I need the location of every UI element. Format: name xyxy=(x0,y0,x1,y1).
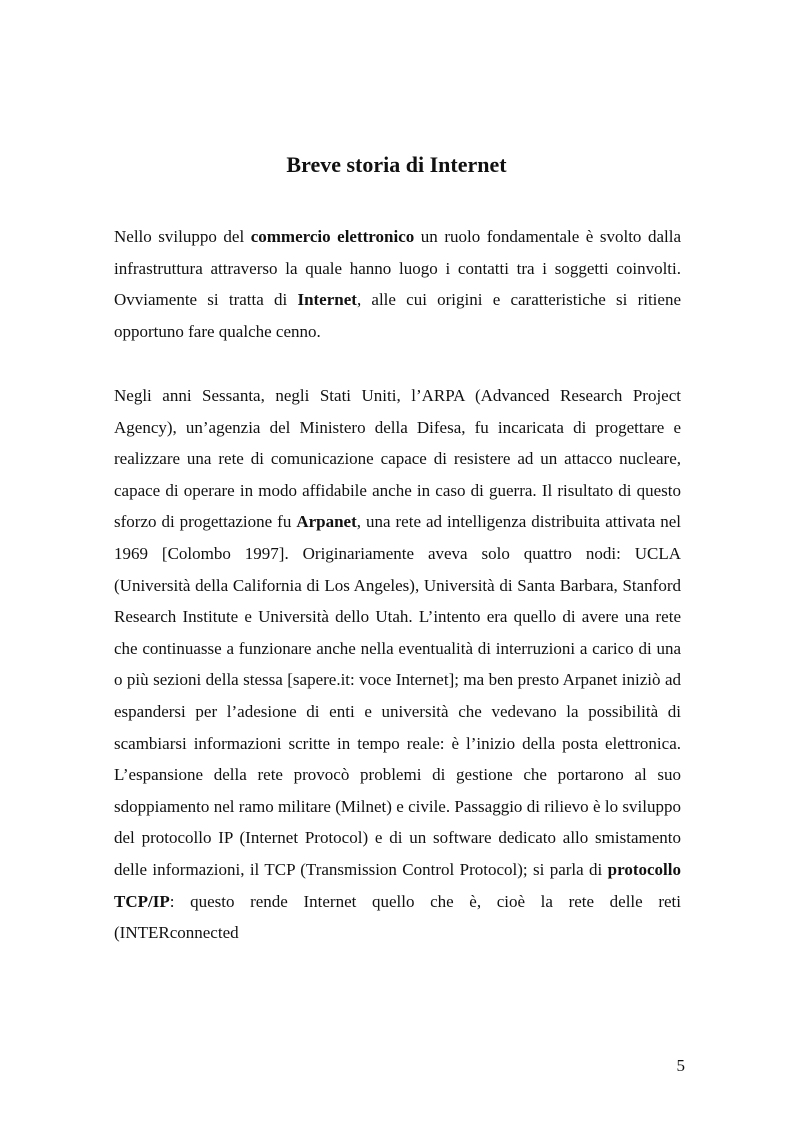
page-number: 5 xyxy=(676,1056,685,1075)
bold-term-internet: Internet xyxy=(297,290,357,310)
bold-term-tcp-ip: protocollo TCP/IP xyxy=(114,859,681,911)
bold-term-commercio-elettronico: commercio elettronico xyxy=(250,227,415,246)
bold-term-arpanet: Arpanet xyxy=(296,512,357,532)
paragraph-intro-text-1: Nello sviluppo del xyxy=(114,227,251,246)
paragraph-history xyxy=(114,380,681,949)
paragraph-history-text-3: : questo rende Internet quello che è, cioè la rete delle reti (INTERconnected xyxy=(114,891,681,943)
paragraph-intro xyxy=(114,221,681,347)
paragraph-intro-text-3: , alle cui origini e caratteristiche si ritiene opportuno fare qualche cenno. xyxy=(114,290,681,341)
paragraph-intro-text-2: un ruolo fondamentale è svolto dalla infrastruttura attraverso la quale hanno luogo i contatti tra i soggetti coinvolti. Ovviamente si tratta di xyxy=(114,227,681,310)
paragraph-history-text-1: Negli anni Sessanta, negli Stati Uniti, l’ARPA (Advanced Research Project Agency), un’agenzia del Ministero della Difesa, fu incaricata di progettare e realizzare una rete di comunicazione capace di resistere ad un attacco nucleare, capace di operare in modo affidabile anche in caso di guerra. Il risultato di questo sforzo di progettazione fu xyxy=(114,386,681,532)
paragraph-history-text-2: , una rete ad intelligenza distribuita attivata nel 1969 [Colombo 1997]. Originariamente aveva solo quattro nodi: UCLA (Università della California di Los Angeles), Università di Santa Barbara, Stanford Research Institute e Università dello Utah. L’intento era quello di avere una rete che continuasse a funzionare anche nella eventualità di interruzioni a carico di una o più sezioni della stessa [sapere.it: voce Internet]; ma ben presto Arpanet iniziò ad espandersi per l’adesione di enti e università che vedevano la possibilità di scambiarsi informazioni scritte in tempo reale: è l’inizio della posta elettronica. L’espansione della rete provocò problemi di gestione che portarono al suo sdoppiamento nel ramo militare (Milnet) e civile. Passaggio di rilievo è lo sviluppo del protocollo IP (Internet Protocol) e di un software dedicato allo smistamento delle informazioni, il TCP (Transmission Control Protocol); si parla di xyxy=(114,512,681,879)
page-title: Breve storia di Internet xyxy=(286,152,507,177)
